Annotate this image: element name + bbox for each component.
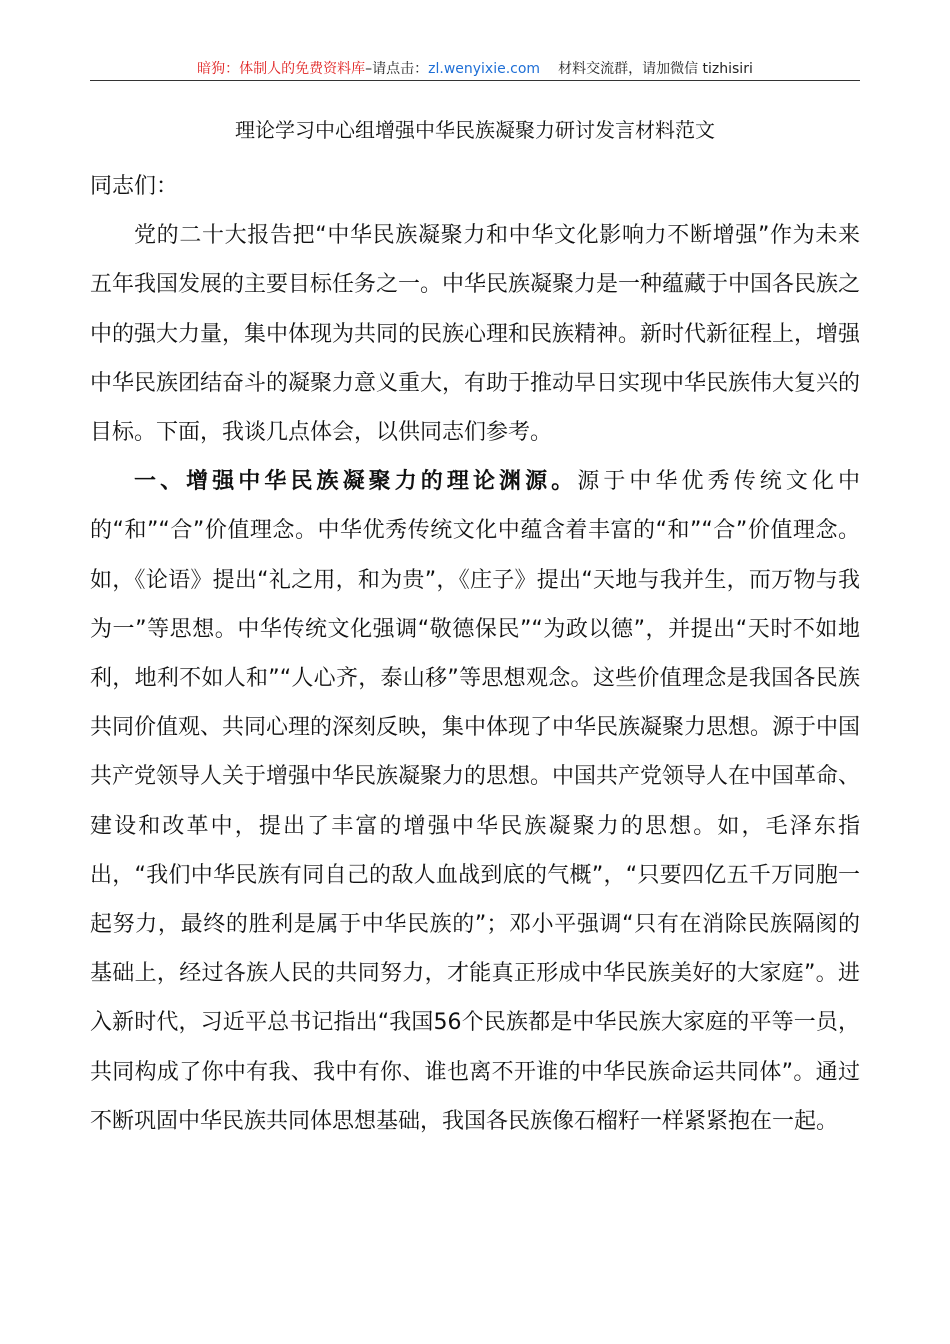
salutation: 同志们： <box>90 174 179 199</box>
site-url-link[interactable]: zl.wenyixie.com <box>428 61 541 77</box>
document-body <box>90 162 860 1146</box>
site-name: 暗狗：体制人的免费资料库 <box>197 61 366 77</box>
section-1-heading: 一、增强中华民族凝聚力的理论渊源。 <box>134 469 578 495</box>
header-divider <box>90 80 860 81</box>
page-header <box>90 58 860 78</box>
section-1-body: 源于中华优秀传统文化中的“和”“合”价值理念。中华优秀传统文化中蕴含着丰富的“和”“合”价值理念。如，《论语》提出“礼之用，和为贵”，《庄子》提出“天地与我并生，而万物与我为一”等思想。中华传统文化强调“敬德保民”“为政以德”，并提出“天时不如地利，地利不如人和”“人心齐，泰山移”等思想观念。这些价值理念是我国各民族共同价值观、共同心理的深刻反映，集中体现了中华民族凝聚力思想。源于中国共产党领导人关于增强中华民族凝聚力的思想。中国共产党领导人在中国革命、建设和改革中，提出了丰富的增强中华民族凝聚力的思想。如，毛泽东指出，“我们中华民族有同自己的敌人血战到底的气概”，“只要四亿五千万同胞一起努力，最终的胜利是属于中华民族的”；邓小平强调“只有在消除民族隔阂的基础上，经过各族人民的共同努力，才能真正形成中华民族美好的大家庭”。进入新时代，习近平总书记指出“我国56个民族都是中华民族大家庭的平等一员，共同构成了你中有我、我中有你、谁也离不开谁的中华民族命运共同体”。通过不断巩固中华民族共同体思想基础，我国各民族像石榴籽一样紧紧抱在一起。 <box>90 469 861 1134</box>
section-1-paragraph <box>90 457 860 1146</box>
click-prompt: –请点击： <box>365 61 429 77</box>
intro-paragraph: 党的二十大报告把“中华民族凝聚力和中华文化影响力不断增强”作为未来五年我国发展的主要目标任务之一。中华民族凝聚力是一种蕴藏于中国各民族之中的强大力量，集中体现为共同的民族心理和民族精神。新时代新征程上，增强中华民族团结奋斗的凝聚力意义重大，有助于推动早日实现中华民族伟大复兴的目标。下面，我谈几点体会，以供同志们参考。 <box>90 223 861 446</box>
contact-text: 材料交流群，请加微信 tizhisiri <box>558 61 753 77</box>
document-title: 理论学习中心组增强中华民族凝聚力研讨发言材料范文 <box>235 118 715 142</box>
